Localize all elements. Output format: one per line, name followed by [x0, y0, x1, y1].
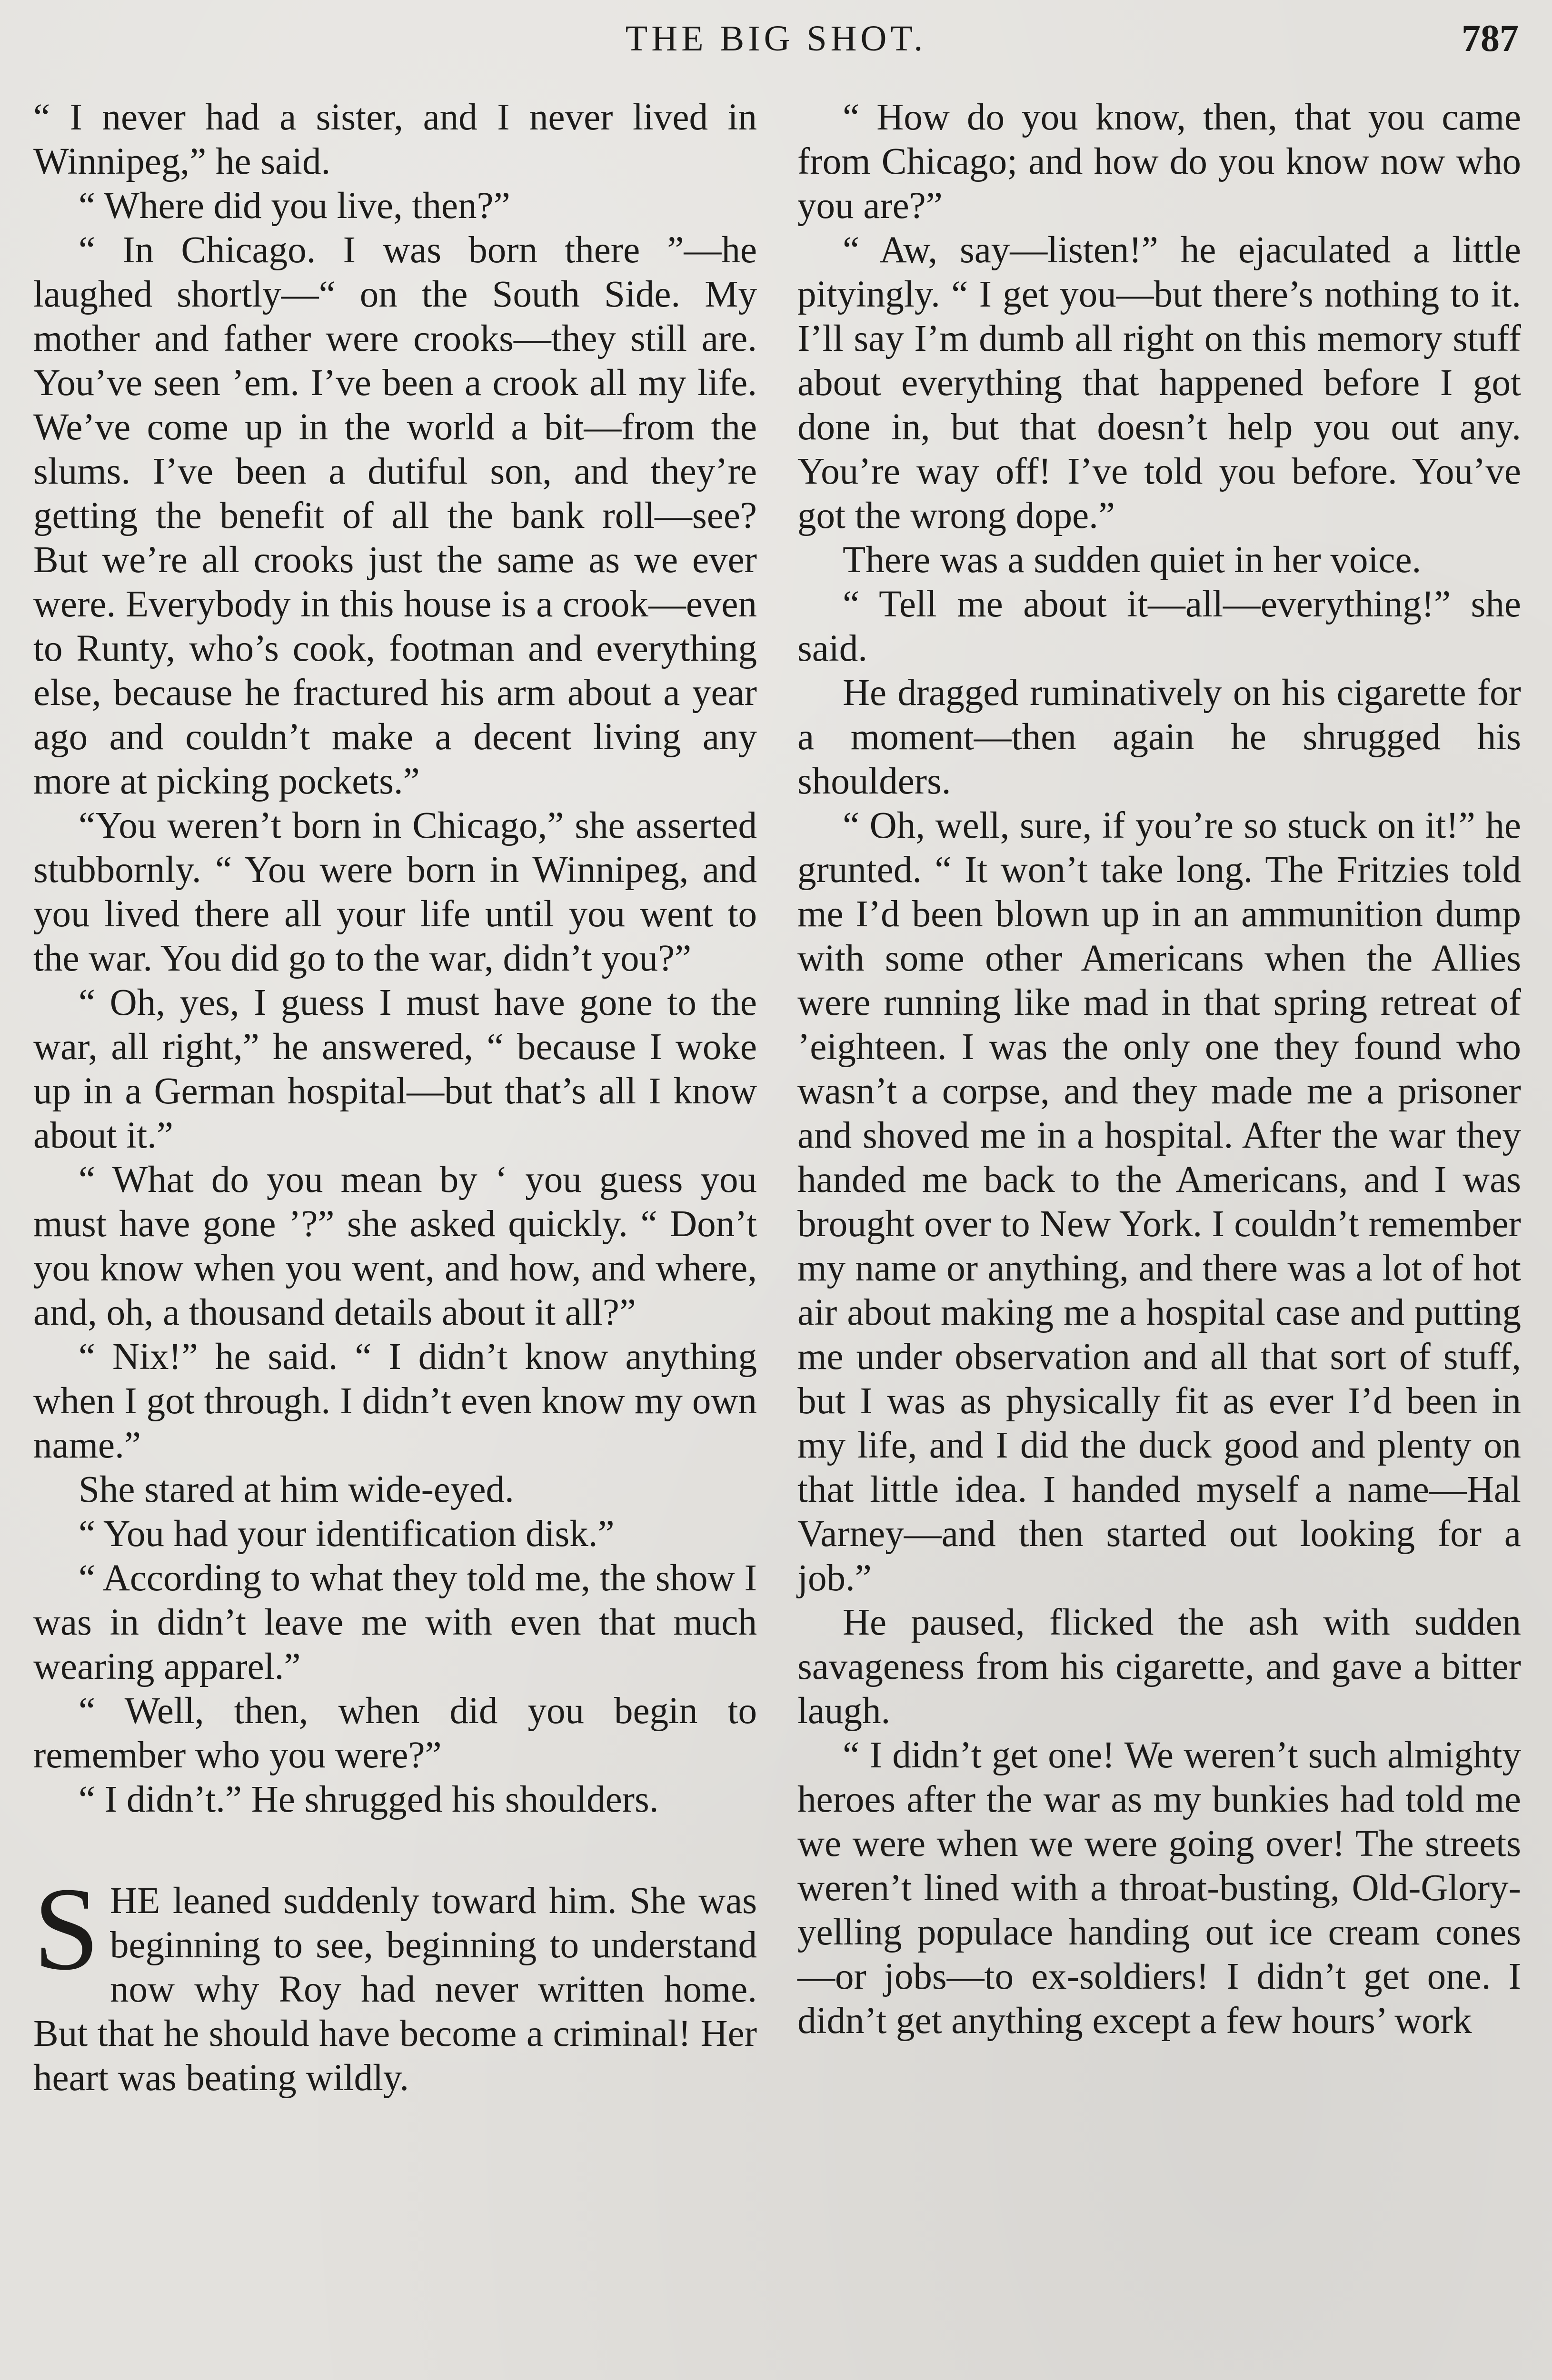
left-column — [33, 95, 757, 2100]
paragraph: She stared at him wide-eyed. — [79, 1469, 514, 1510]
paragraph: “ You had your identification disk.” — [79, 1513, 615, 1555]
paragraph: “ According to what they told me, the show I was in didn’t leave me with even that much wearing apparel.” — [33, 1557, 757, 1687]
paragraph: “ How do you know, then, that you came from Chicago; and how do you know now who you are?” — [797, 97, 1521, 227]
paragraph: “ I never had a sister, and I never lived in Winnipeg,” he said. — [33, 97, 757, 182]
paragraph: “ Well, then, when did you begin to remember who you were?” — [33, 1690, 757, 1776]
page-title: THE BIG SHOT. — [625, 19, 927, 59]
paragraph: “ Tell me about it—all—everything!” she said. — [797, 584, 1521, 669]
paragraph: He paused, flicked the ash with sudden savageness from his cigarette, and gave a bitter laugh. — [797, 1602, 1521, 1732]
paragraph: “ In Chicago. I was born there ”—he laughed shortly—“ on the South Side. My mother and father were crooks—they still are. You’ve seen ’em. I’ve been a crook all my life. We’ve come up in the world a bit—from the slums. I’ve been a dutiful son, and they’re getting the benefit of all the bank roll—see? But we’re all crooks just the same as we ever were. Everybody in this house is a crook—even to Runty, who’s cook, footman and everything else, because he fractured his arm about a year ago and couldn’t make a decent living any more at picking pockets.” — [33, 229, 757, 802]
paragraph: “ What do you mean by ‘ you guess you must have gone ’?” she asked quickly. “ Don’t you know when you went, and how, and where, and, oh, a thousand details about it all?” — [33, 1159, 757, 1333]
paragraph: “You weren’t born in Chicago,” she asserted stubbornly. “ You were born in Winnipeg, and you lived there all your life until you went to the war. You did go to the war, didn’t you?” — [33, 805, 757, 979]
paragraph: “ I didn’t get one! We weren’t such almighty heroes after the war as my bunkies had told me we were when we were going over! The streets weren’t lined with a throat-busting, Old-Glory-yelling populace handing out ice cream cones—or jobs—to ex-soldiers! I didn’t get one. I didn’t get anything except a few hours’ work — [797, 1735, 1521, 2042]
paragraph: “ Nix!” he said. “ I didn’t know anything when I got through. I didn’t even know my own name.” — [33, 1336, 757, 1466]
paragraph: “ I didn’t.” He shrugged his shoulders. — [79, 1779, 659, 1820]
paragraph: “ Where did you live, then?” — [79, 185, 510, 227]
section-break — [33, 1822, 757, 1879]
dropcap-paragraph — [33, 1863, 757, 2100]
right-column — [797, 95, 1521, 2043]
paragraph: “ Oh, well, sure, if you’re so stuck on it!” he grunted. “ It won’t take long. The Fritzies told me I’d been blown up in an ammunition dump with some other Americans when the Allies were running like mad in that spring retreat of ’eighteen. I was the only one they found who wasn’t a corpse, and they made me a prisoner and shoved me in a hospital. After the war they handed me back to the Americans, and I was brought over to New York. I couldn’t remember my name or anything, and there was a lot of hot air about making me a hospital case and putting me under observation and all that sort of stuff, but I was as physically fit as ever I’d been in my life, and I did the duck good and plenty on that little idea. I handed myself a name—Hal Varney—and then started out looking for a job.” — [797, 805, 1521, 1599]
dropcap-paragraph-text: HE leaned suddenly toward him. She was beginning to see, beginning to understand now why Roy had never written home. But that he should have become a criminal! Her heart was beating wildly. — [33, 1880, 757, 2099]
running-header — [0, 14, 1552, 71]
paragraph: He dragged ruminatively on his cigarette for a moment—then again he shrugged his shoulders. — [797, 672, 1521, 802]
paragraph: There was a sudden quiet in her voice. — [843, 539, 1422, 581]
page-number: 787 — [1462, 18, 1519, 60]
paragraph: “ Aw, say—listen!” he ejaculated a little pityingly. “ I get you—but there’s nothing to it. I’ll say I’m dumb all right on this memory stuff about everything that happened before I got done in, but that doesn’t help you out any. You’re way off! I’ve told you before. You’ve got the wrong dope.” — [797, 229, 1521, 536]
paragraph: “ Oh, yes, I guess I must have gone to the war, all right,” he answered, “ because I woke up in a German hospital—but that’s all I know about it.” — [33, 982, 757, 1156]
drop-cap: S — [33, 1863, 100, 1995]
